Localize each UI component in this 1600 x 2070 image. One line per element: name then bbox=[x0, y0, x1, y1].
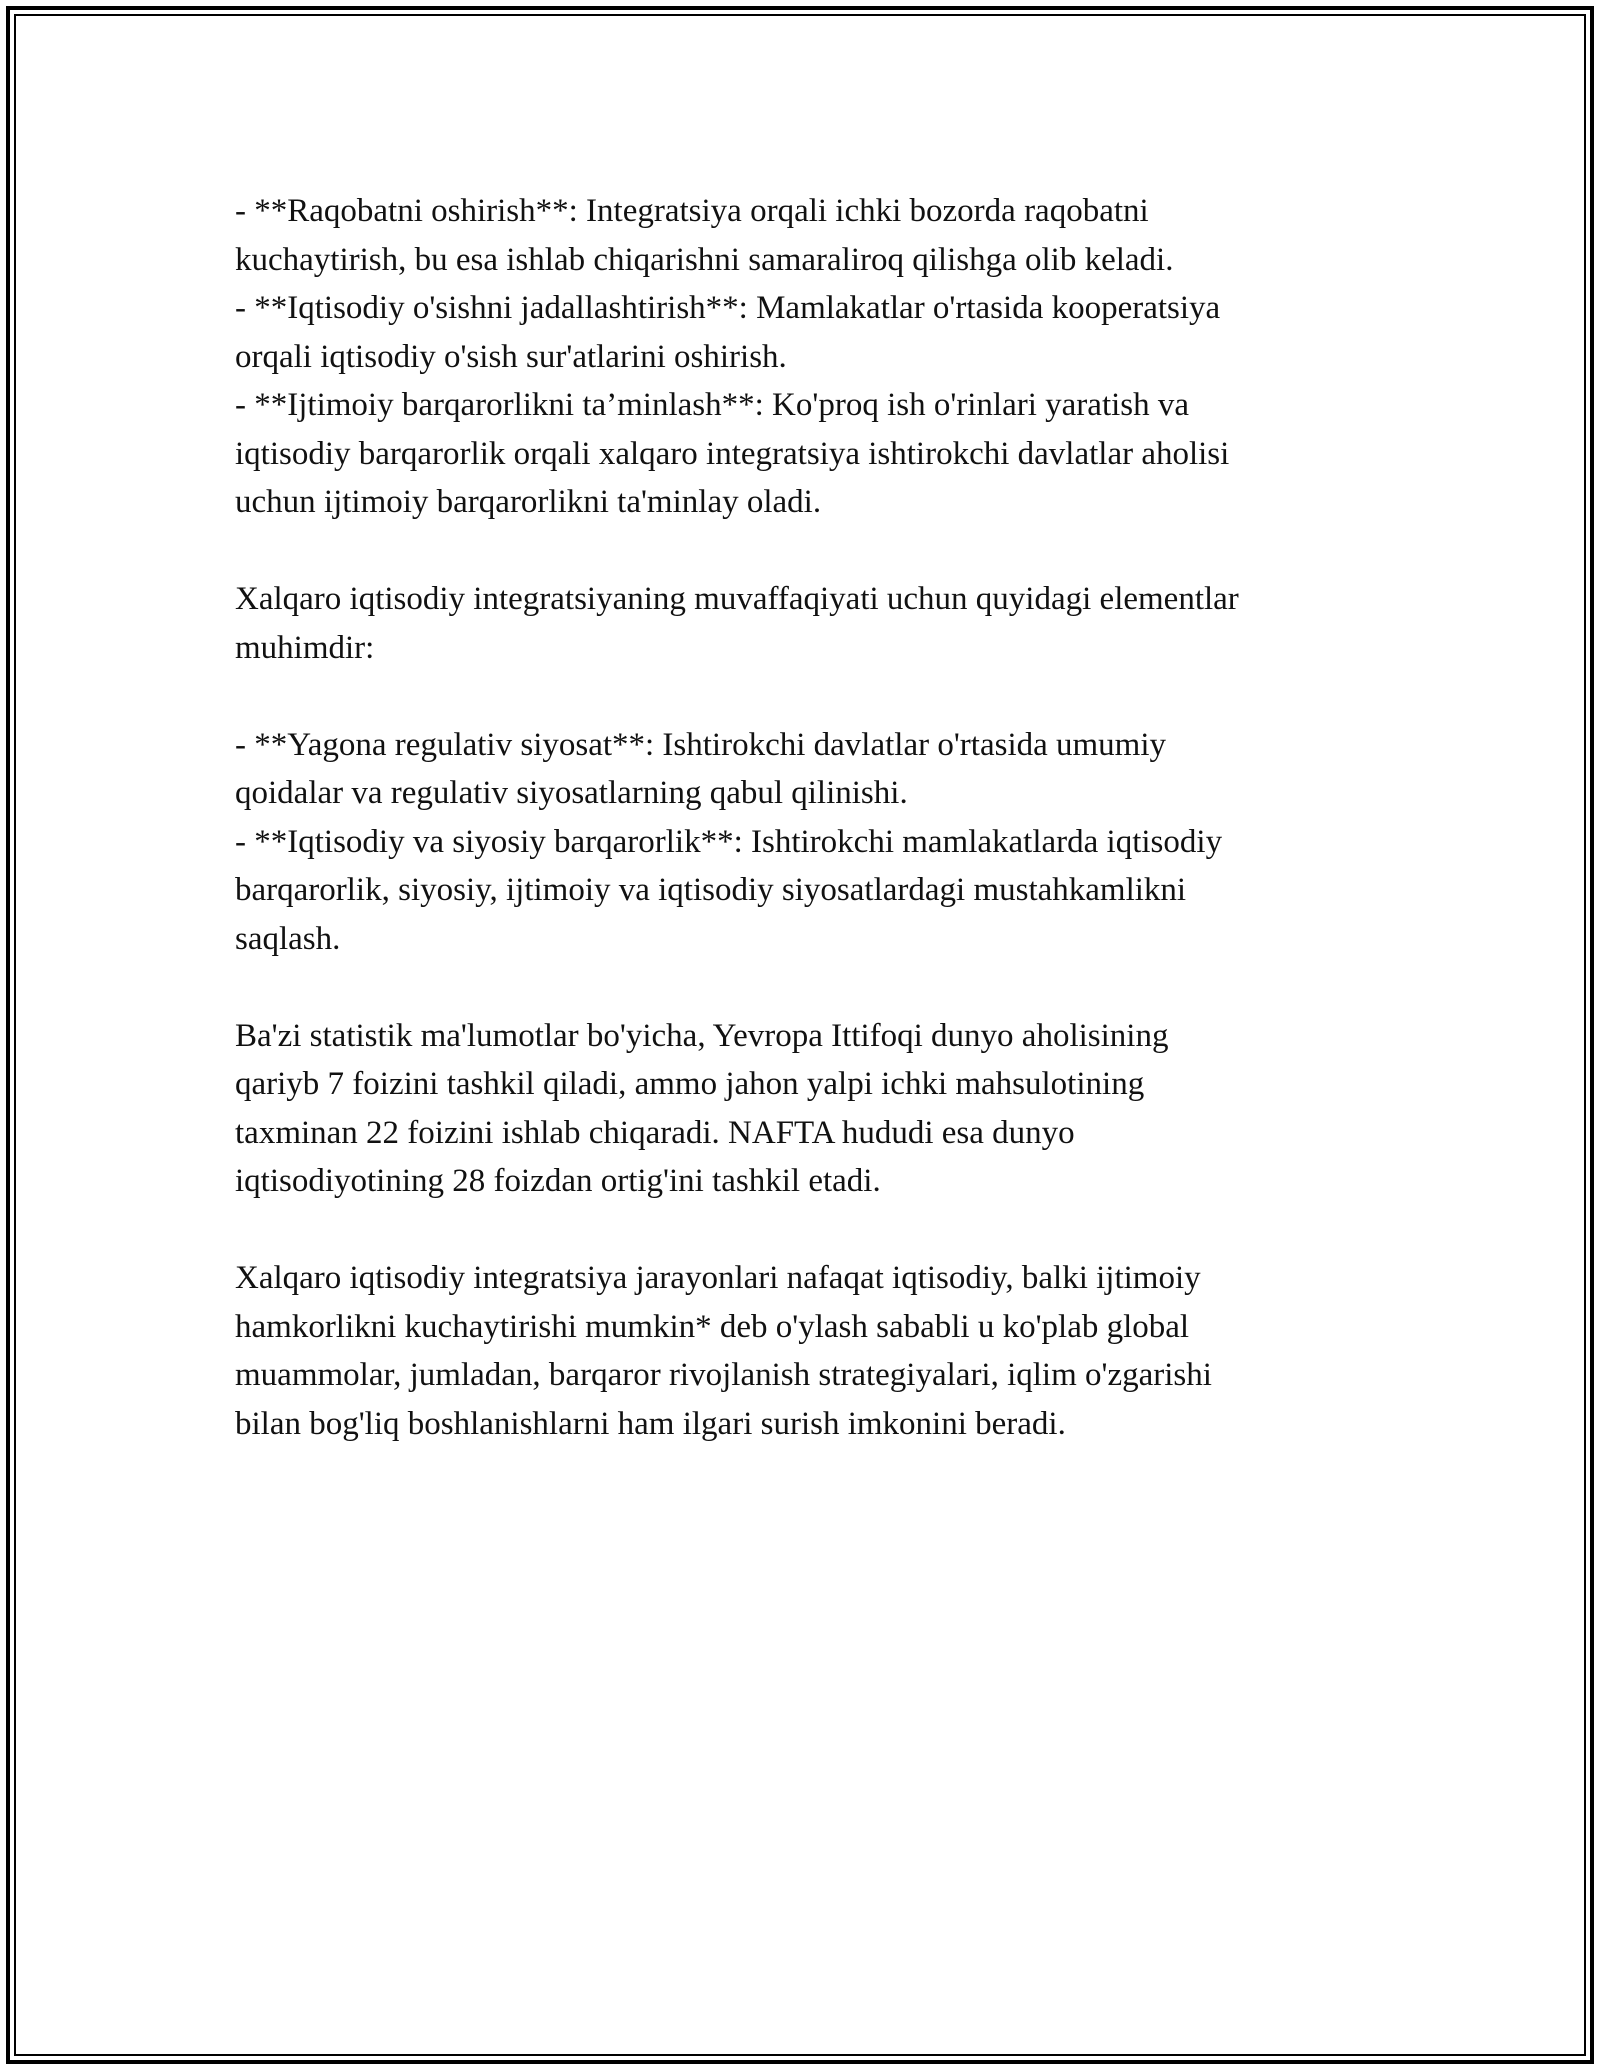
paragraph-gap bbox=[235, 672, 1365, 721]
text-line: barqarorlik, siyosiy, ijtimoiy va iqtisodiy siyosatlardagi mustahkamlikni bbox=[235, 872, 1187, 908]
text-line: orqali iqtisodiy o'sish sur'atlarini oshirish. bbox=[235, 338, 787, 375]
text-line: qariyb 7 foizini tashkil qiladi, ammo jahon yalpi ichki mahsulotining bbox=[235, 1066, 1145, 1102]
text-line: iqtisodiyotining 28 foizdan ortig'ini tashkil etadi. bbox=[235, 1163, 881, 1199]
text-line: Ba'zi statistik ma'lumotlar bo'yicha, Yevropa Ittifoqi dunyo aholisining bbox=[235, 1017, 1169, 1054]
text-line: saqlash. bbox=[235, 920, 341, 957]
text-line: uchun ijtimoiy barqarorlikni ta'minlay oladi. bbox=[235, 484, 822, 520]
text-line: taxminan 22 foizini ishlab chiqaradi. NAFTA hududi esa dunyo bbox=[235, 1114, 1075, 1151]
text-line: - **Iqtisodiy va siyosiy barqarorlik**: Ishtirokchi mamlakatlarda iqtisodiy bbox=[235, 823, 1223, 860]
text-line: - **Ijtimoiy barqarorlikni ta’minlash**: Ko'proq ish o'rinlari yaratish va bbox=[235, 387, 1190, 423]
text-line: - **Iqtisodiy o'sishni jadallashtirish**: Mamlakatlar o'rtasida kooperatsiya bbox=[235, 290, 1221, 326]
text-line: muammolar, jumladan, barqaror rivojlanish strategiyalari, iqlim o'zgarishi bbox=[235, 1357, 1212, 1393]
text-line: kuchaytirish, bu esa ishlab chiqarishni samaraliroq qilishga olib keladi. bbox=[235, 241, 1174, 278]
text-line: Xalqaro iqtisodiy integratsiyaning muvaffaqiyati uchun quyidagi elementlar bbox=[235, 581, 1239, 617]
paragraph-gap bbox=[235, 963, 1365, 1012]
text-line: - **Yagona regulativ siyosat**: Ishtirokchi davlatlar o'rtasida umumiy bbox=[235, 726, 1167, 763]
paragraph-gap bbox=[235, 527, 1365, 576]
paragraph-gap bbox=[235, 1206, 1365, 1255]
document-body bbox=[235, 187, 1365, 1448]
text-line: - **Raqobatni oshirish**: Integratsiya orqali ichki bozorda raqobatni bbox=[235, 193, 1149, 229]
text-line: Xalqaro iqtisodiy integratsiya jarayonlari nafaqat iqtisodiy, balki ijtimoiy bbox=[235, 1260, 1201, 1296]
text-line: hamkorlikni kuchaytirishi mumkin* deb o'ylash sababli u ko'plab global bbox=[235, 1308, 1190, 1345]
text-line: muhimdir: bbox=[235, 629, 375, 666]
text-line: qoidalar va regulativ siyosatlarning qabul qilinishi. bbox=[235, 775, 908, 811]
text-line: iqtisodiy barqarorlik orqali xalqaro integratsiya ishtirokchi davlatlar aholisi bbox=[235, 435, 1230, 472]
text-line: bilan bog'liq boshlanishlarni ham ilgari surish imkonini beradi. bbox=[235, 1405, 1066, 1442]
